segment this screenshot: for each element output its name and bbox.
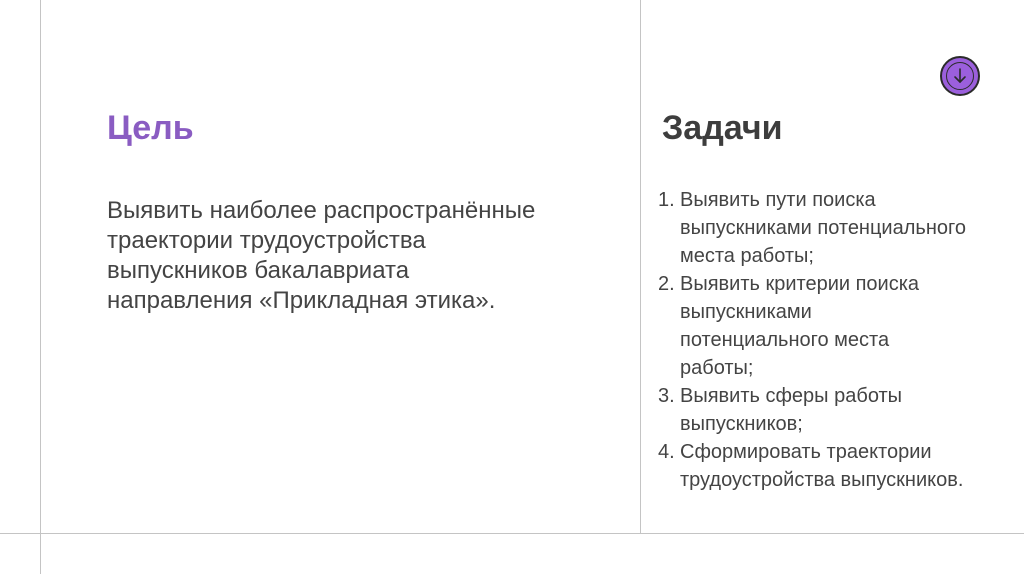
left-margin-rule [40,0,41,574]
task-number: 4. [658,441,675,463]
task-number: 3. [658,385,675,407]
arrow-down-icon [953,68,967,84]
task-item [658,186,1018,270]
task-number: 1. [658,189,675,211]
task-text: Выявить критерии поиска выпускниками потенциального места работы; [680,273,920,379]
scroll-down-ring [946,62,974,90]
task-item [658,382,1018,438]
bottom-rule [0,533,1024,534]
task-text: Выявить сферы работы выпускников; [680,385,903,435]
task-item [658,270,1018,382]
column-divider [640,0,641,533]
tasks-heading: Задачи [662,109,783,147]
task-text: Сформировать траектории трудоустройства выпускников. [680,441,964,491]
task-number: 2. [658,273,675,295]
task-text: Выявить пути поиска выпускниками потенциального места работы; [680,189,966,267]
scroll-down-button[interactable] [940,56,980,96]
goal-text: Выявить наиболее распространённые траектории трудоустройства выпускников бакалавриата направления «Прикладная этика». [107,197,536,314]
goal-heading: Цель [107,109,194,147]
tasks-list [658,186,1018,494]
task-item [658,438,1018,494]
